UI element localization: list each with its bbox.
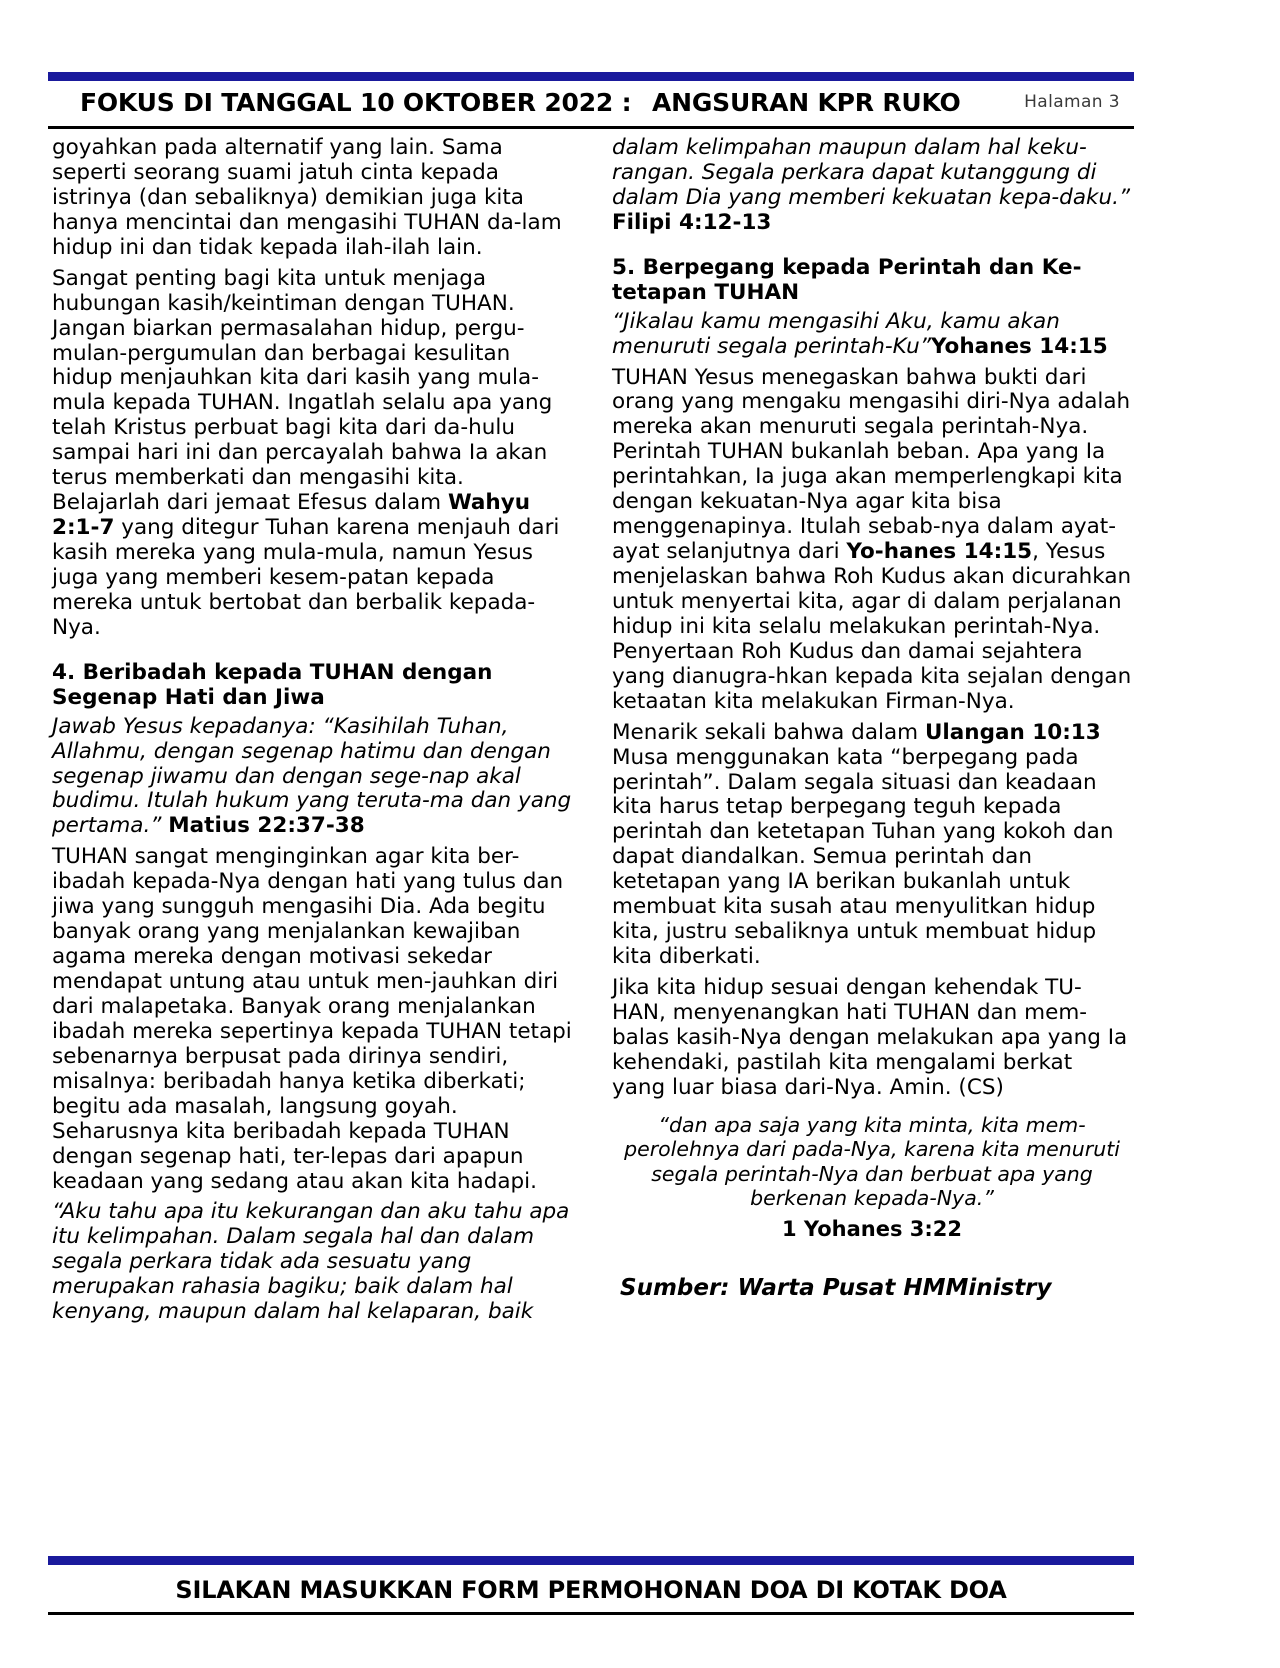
scripture-ref-yohanes: Yohanes 14:15 bbox=[930, 333, 1108, 359]
scripture-ref-ulangan: Ulangan 10:13 bbox=[924, 719, 1101, 745]
section-heading-4: 4. Beribadah kepada TUHAN dengan Segenap Hati dan Jiwa bbox=[52, 659, 493, 710]
page-number-label: Halaman 3 bbox=[1024, 92, 1120, 112]
header-top-rule bbox=[48, 72, 1134, 81]
header-title-main: FOKUS DI TANGGAL 10 OKTOBER 2022 : bbox=[80, 87, 632, 117]
paragraph-l4: TUHAN sangat menginginkan agar kita ber-ibadah kepada-Nya dengan hati yang tulus dan jiwa yang sungguh mengasihi Dia. Ada begitu banyak orang yang menjalankan kewajiban agama mereka dengan motivasi sekedar mendapat untung atau untuk men-jauhkan diri dari malapetaka. Banyak orang menjalankan ibadah mereka sepertinya kepada TUHAN tetapi sebenarnya berpusat pada dirinya sendiri, misalnya: beribadah hanya ketika diberkati; begitu ada masalah, langsung goyah. Seharusnya kita beribadah kepada TUHAN dengan segenap hati, ter-lepas dari apapun keadaan yang sedang atau akan kita hadapi. bbox=[52, 844, 572, 1194]
paragraph-l3-quote bbox=[52, 715, 572, 840]
paragraph-l2-part-b: yang ditegur Tuhan karena menjauh dari kasih mereka yang mula-mula, namun Yesus juga yang memberi kesem-patan kepada mereka untuk bertobat dan berbalik kepada-Nya. bbox=[52, 515, 560, 640]
article-body bbox=[52, 136, 1132, 1546]
paragraph-r4 bbox=[612, 721, 1132, 970]
paragraph-r3-part-a: TUHAN Yesus menegaskan bahwa bukti dari orang yang mengaku mengasihi diri-Nya adalah mereka akan menuruti segala perintah-Nya. Perintah TUHAN bukanlah beban. Apa yang Ia perintahkan, Ia juga akan memperlengkapi kita dengan kekuatan-Nya agar kita bisa menggenapinya. Itulah sebab-nya dalam ayat-ayat selanjutnya dari bbox=[612, 364, 1131, 565]
header-title-separator bbox=[640, 88, 652, 117]
left-column bbox=[52, 136, 572, 1546]
source-credit: Sumber: Warta Pusat HMMinistry bbox=[620, 1275, 1052, 1302]
paragraph-r1 bbox=[612, 136, 1132, 236]
quote-yohanes: “Jikalau kamu mengasihi Aku, kamu akan menuruti segala perintah-Ku” bbox=[612, 308, 1060, 359]
section-heading-5: 5. Berpegang kepada Perintah dan Ke-tetapan TUHAN bbox=[612, 254, 1082, 305]
page-header bbox=[48, 84, 1134, 120]
closing-quote: “dan apa saja yang kita minta, kita mem-perolehnya dari pada-Nya, karena kita menuruti segala perintah-Nya dan berbuat apa yang berkenan kepada-Nya.” bbox=[624, 1112, 1120, 1211]
header-title-sub: ANGSURAN KPR RUKO bbox=[651, 87, 961, 117]
header-underline bbox=[48, 126, 1134, 129]
footer-top-rule bbox=[48, 1556, 1134, 1565]
footer-underline bbox=[48, 1612, 1134, 1615]
paragraph-r2-quote bbox=[612, 310, 1132, 360]
quote-filipi: dalam kelimpahan maupun dalam hal keku-rangan. Segala perkara dapat kutanggung di dalam Dia yang memberi kekuatan kepa-daku.” bbox=[612, 135, 1131, 210]
paragraph-l2-part-a: Sangat penting bagi kita untuk menjaga hubungan kasih/keintiman dengan TUHAN. Jangan biarkan permasalahan hidup, pergu-mulan-pergumulan dan berbagai kesulitan hidup menjauhkan kita dari kasih yang mula-mula kepada TUHAN. Ingatlah selalu apa yang telah Kristus perbuat bagi kita dari da-hulu sampai hari ini dan percayalah bahwa Ia akan terus memberkati dan mengasihi kita. Belajarlah dari jemaat Efesus dalam bbox=[52, 265, 553, 516]
paragraph-r4-part-a: Menarik sekali bahwa dalam bbox=[612, 719, 925, 745]
paragraph-l5-quote: “Aku tahu apa itu kekurangan dan aku tahu apa itu kelimpahan. Dalam segala hal dan dalam segala perkara tidak ada sesuatu yang merupakan rahasia bagiku; baik dalam hal kenyang, maupun dalam hal kelaparan, baik bbox=[52, 1199, 570, 1325]
scripture-ref-yohanes-2: Yo-hanes 14:15 bbox=[846, 539, 1033, 565]
footer-text: SILAKAN MASUKKAN FORM PERMOHONAN DOA DI KOTAK DOA bbox=[175, 1576, 1007, 1604]
paragraph-r5: Jika kita hidup sesuai dengan kehendak TU-HAN, menyenangkan hati TUHAN dan mem-balas kasih-Nya dengan melakukan apa yang Ia kehendaki, pastilah kita mengalami berkat yang luar biasa dari-Nya. Amin. (CS) bbox=[612, 975, 1128, 1100]
page-footer bbox=[48, 1570, 1134, 1610]
paragraph-r3-part-b: , Yesus menjelaskan bahwa Roh Kudus akan dicurahkan untuk menyertai kita, agar di dalam perjalanan hidup ini kita selalu melakukan perintah-Nya. Penyertaan Roh Kudus dan damai sejahtera yang dianugra-hkan kepada kita sejalan dengan ketaatan kita melakukan Firman-Nya. bbox=[612, 539, 1132, 714]
closing-scripture-ref: 1 Yohanes 3:22 bbox=[782, 1217, 962, 1242]
scripture-ref-filipi: Filipi 4:12-13 bbox=[612, 209, 772, 235]
paragraph-r3 bbox=[612, 366, 1132, 715]
paragraph-l1: goyahkan pada alternatif yang lain. Sama seperti seorang suami jatuh cinta kepada istrinya (dan sebaliknya) demikian juga kita hanya mencintai dan mengasihi TUHAN da-lam hidup ini dan tidak kepada ilah-ilah lain. bbox=[52, 135, 562, 260]
scripture-ref-matius: Matius 22:37-38 bbox=[168, 813, 365, 839]
header-title bbox=[48, 88, 961, 117]
scripture-ref-wahyu: Wahyu 2:1-7 bbox=[52, 490, 531, 541]
right-column bbox=[612, 136, 1132, 1546]
paragraph-l2 bbox=[52, 267, 572, 641]
paragraph-r4-part-b: Musa menggunakan kata “berpegang pada perintah”. Dalam segala situasi dan keadaan kita harus tetap berpegang teguh kepada perintah dan ketetapan Tuhan yang kokoh dan dapat diandalkan. Semua perintah dan ketetapan yang IA berikan bukanlah untuk membuat kita susah atau menyulitkan hidup kita, justru sebaliknya untuk membuat hidup kita diberkati. bbox=[612, 744, 1114, 970]
quote-matius: Jawab Yesus kepadanya: “Kasihilah Tuhan, Allahmu, dengan segenap hatimu dan dengan segenap jiwamu dan dengan sege-nap akal budimu. Itulah hukum yang teruta-ma dan yang pertama.” bbox=[52, 713, 572, 839]
